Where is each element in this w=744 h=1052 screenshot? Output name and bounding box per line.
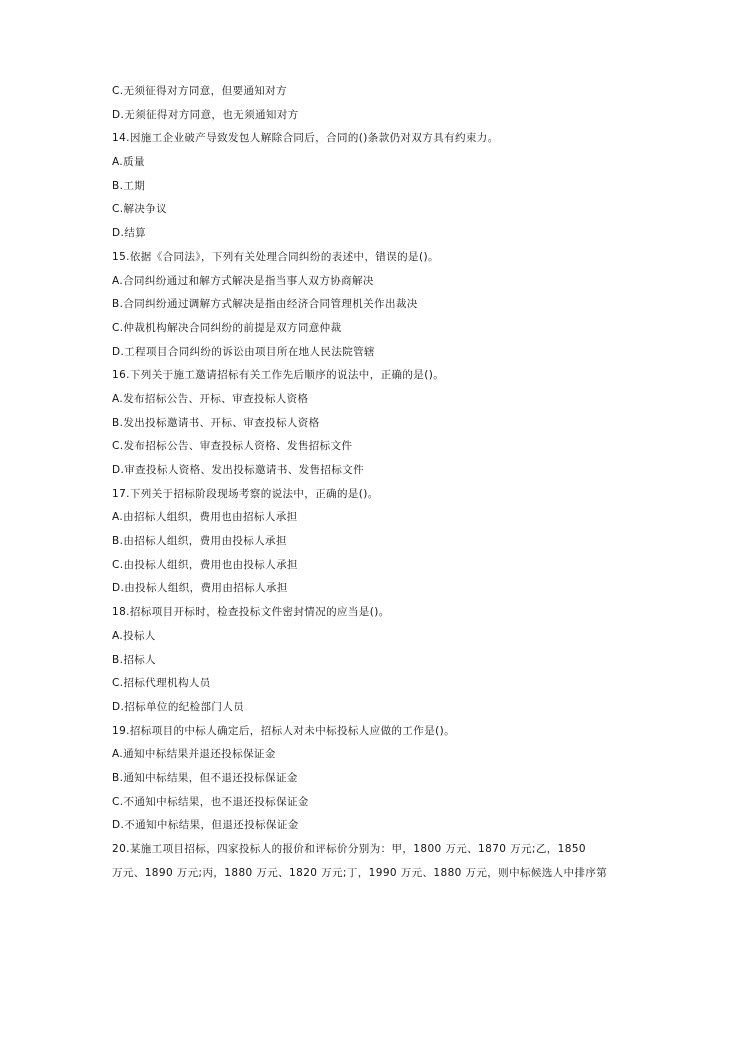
text-line: C.解决争议 bbox=[112, 203, 168, 216]
text-line: 16.下列关于施工邀请招标有关工作先后顺序的说法中，正确的是()。 bbox=[112, 369, 445, 382]
text-line: B.工期 bbox=[112, 179, 146, 192]
text-line: D.由投标人组织，费用由招标人承担 bbox=[112, 582, 288, 595]
text-line: 18.招标项目开标时，检查投标文件密封情况的应当是()。 bbox=[112, 606, 390, 619]
text-line: C.发布招标公告、审查投标人资格、发售招标文件 bbox=[112, 440, 353, 453]
text-line: A.合同纠纷通过和解方式解决是指当事人双方协商解决 bbox=[112, 274, 374, 287]
text-line: A.发布招标公告、开标、审查投标人资格 bbox=[112, 392, 309, 405]
text-line: A.投标人 bbox=[112, 629, 156, 642]
text-line: B.由招标人组织，费用由投标人承担 bbox=[112, 535, 287, 548]
text-line: A.由招标人组织，费用也由招标人承担 bbox=[112, 511, 298, 524]
text-line: C.仲裁机构解决合同纠纷的前提是双方同意仲裁 bbox=[112, 321, 342, 334]
text-line: B.发出投标邀请书、开标、审查投标人资格 bbox=[112, 416, 320, 429]
text-line: D.不通知中标结果，但退还投标保证金 bbox=[112, 819, 299, 832]
text-line: 15.依据《合同法》，下列有关处理合同纠纷的表述中，错误的是()。 bbox=[112, 250, 439, 263]
text-line: 万元、1890 万元;丙，1880 万元、1820 万元;丁，1990 万元、1880 万元，则中标候选人中排序第 bbox=[112, 866, 608, 879]
text-line: B.合同纠纷通过调解方式解决是指由经济合同管理机关作出裁决 bbox=[112, 298, 418, 311]
text-line: C.招标代理机构人员 bbox=[112, 677, 211, 690]
text-line: D.审查投标人资格、发出投标邀请书、发售招标文件 bbox=[112, 464, 365, 476]
text-line: A.质量 bbox=[112, 156, 145, 169]
text-line: 19.招标项目的中标人确定后，招标人对未中标投标人应做的工作是()。 bbox=[112, 724, 455, 737]
text-line: B.通知中标结果，但不退还投标保证金 bbox=[112, 771, 298, 784]
text-line: C.由投标人组织，费用也由投标人承担 bbox=[112, 558, 298, 571]
text-line: D.招标单位的纪检部门人员 bbox=[112, 700, 245, 713]
text-line: A.通知中标结果并退还投标保证金 bbox=[112, 748, 276, 761]
text-line: 14.因施工企业破产导致发包人解除合同后，合同的()条款仍对双方具有约束力。 bbox=[112, 132, 499, 145]
text-line: 20.某施工项目招标，四家投标人的报价和评标价分别为：甲，1800 万元、1870 万元;乙，1850 bbox=[112, 843, 586, 855]
text-line: D.结算 bbox=[112, 227, 147, 240]
text-line: C.无须征得对方同意，但要通知对方 bbox=[112, 85, 287, 97]
text-line: D.无须征得对方同意，也无须通知对方 bbox=[112, 108, 299, 121]
text-line: 17.下列关于招标阶段现场考察的说法中，正确的是()。 bbox=[112, 487, 379, 500]
document-body bbox=[112, 86, 656, 878]
text-line: D.工程项目合同纠纷的诉讼由项目所在地人民法院管辖 bbox=[112, 345, 375, 358]
text-line: C.不通知中标结果，也不退还投标保证金 bbox=[112, 795, 309, 808]
text-line: B.招标人 bbox=[112, 653, 157, 666]
